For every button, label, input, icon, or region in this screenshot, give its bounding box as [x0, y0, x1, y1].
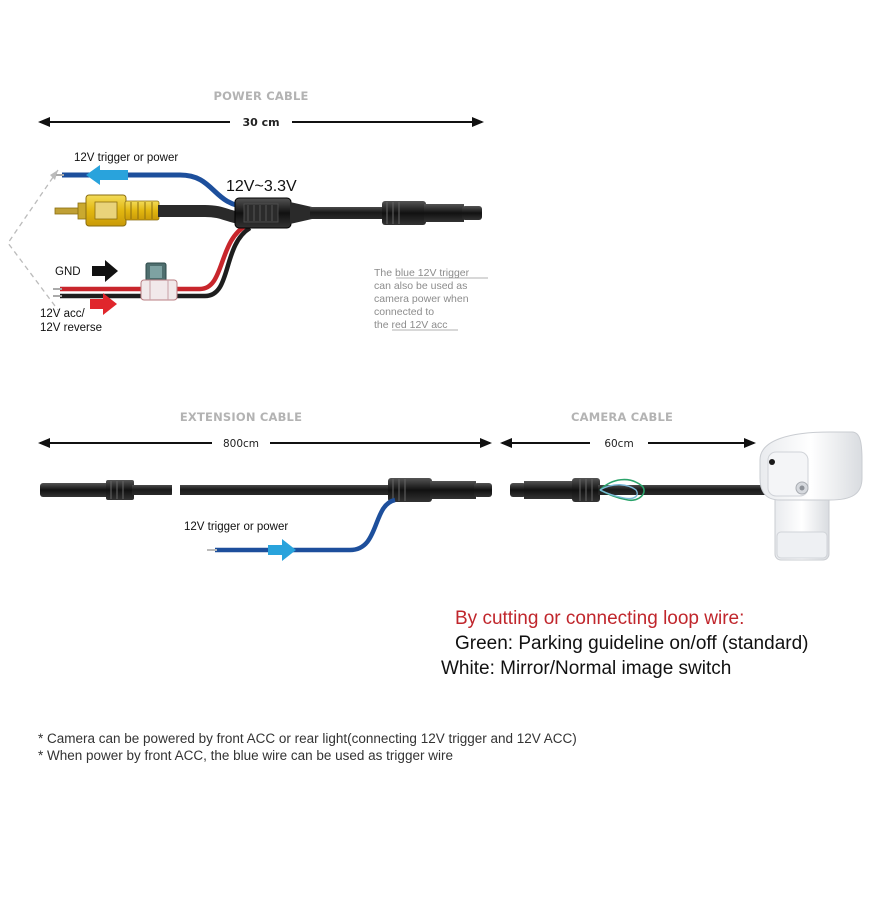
power-length-dimension [38, 116, 484, 129]
loop-wire-green: Green: Parking guideline on/off (standard) [455, 633, 809, 654]
note-line-4: connected to [374, 306, 435, 318]
note-line-1: The blue 12V trigger [374, 267, 470, 279]
rca-cable [158, 211, 245, 218]
dashed-connection-line [8, 170, 58, 310]
extension-cable-left [132, 485, 172, 495]
rca-pin [55, 208, 81, 214]
camera-cable [598, 485, 768, 495]
note-line-5: the red 12V acc [374, 319, 448, 331]
power-length-label: 30 cm [242, 116, 280, 129]
arrow-right-icon [480, 438, 492, 448]
fuse-holder [141, 263, 177, 300]
camera-length-dimension [500, 438, 756, 450]
acc-label-line2: 12V reverse [40, 322, 103, 334]
arrow-left-icon [38, 438, 50, 448]
power-connector [382, 201, 482, 225]
arrow-left-icon [500, 438, 512, 448]
extension-length-dimension [38, 438, 492, 450]
loop-wire-note [441, 608, 808, 679]
footnote-1: * Camera can be powered by front ACC or rear light(connecting 12V trigger and 12V ACC) [38, 731, 577, 746]
note-line-3: camera power when [374, 293, 469, 305]
footnotes [38, 731, 577, 763]
acc-label-line1: 12V acc/ [40, 308, 85, 320]
loop-wire-title: By cutting or connecting loop wire: [455, 608, 745, 629]
blue-arrow-icon [268, 539, 296, 561]
junction-block [235, 198, 312, 228]
extension-cable-title: EXTENSION CABLE [179, 410, 303, 424]
arrow-left-icon [38, 117, 50, 127]
arrow-right-icon [472, 117, 484, 127]
camera-length-label: 60cm [604, 438, 634, 450]
rca-plug [55, 195, 159, 226]
extension-cable-section [38, 410, 492, 561]
arrow-right-icon [744, 438, 756, 448]
extension-left-connector [40, 480, 134, 500]
extension-trigger-label: 12V trigger or power [184, 521, 289, 533]
camera-lens-icon [769, 459, 775, 465]
extension-right-connector [388, 478, 492, 502]
black-arrow-icon [92, 260, 118, 282]
extension-length-label: 800cm [222, 438, 260, 450]
footnote-2: * When power by front ACC, the blue wire can be used as trigger wire [38, 748, 453, 763]
camera-connector [510, 478, 600, 502]
camera-cable-section [500, 410, 862, 560]
blue-arrow-icon [86, 165, 128, 185]
power-cable-section [8, 89, 488, 334]
note-line-2: can also be used as [374, 280, 468, 292]
camera-cable-title: CAMERA CABLE [570, 410, 674, 424]
camera-unit [760, 432, 862, 560]
loop-wire-white: White: Mirror/Normal image switch [441, 658, 732, 679]
voltage-label: 12V~3.3V [226, 178, 297, 195]
gnd-label: GND [55, 266, 81, 278]
extension-cable-right [180, 485, 390, 495]
trigger-label: 12V trigger or power [74, 152, 179, 164]
power-main-cable [310, 207, 386, 219]
power-cable-title: POWER CABLE [213, 89, 309, 103]
power-note [374, 267, 488, 331]
